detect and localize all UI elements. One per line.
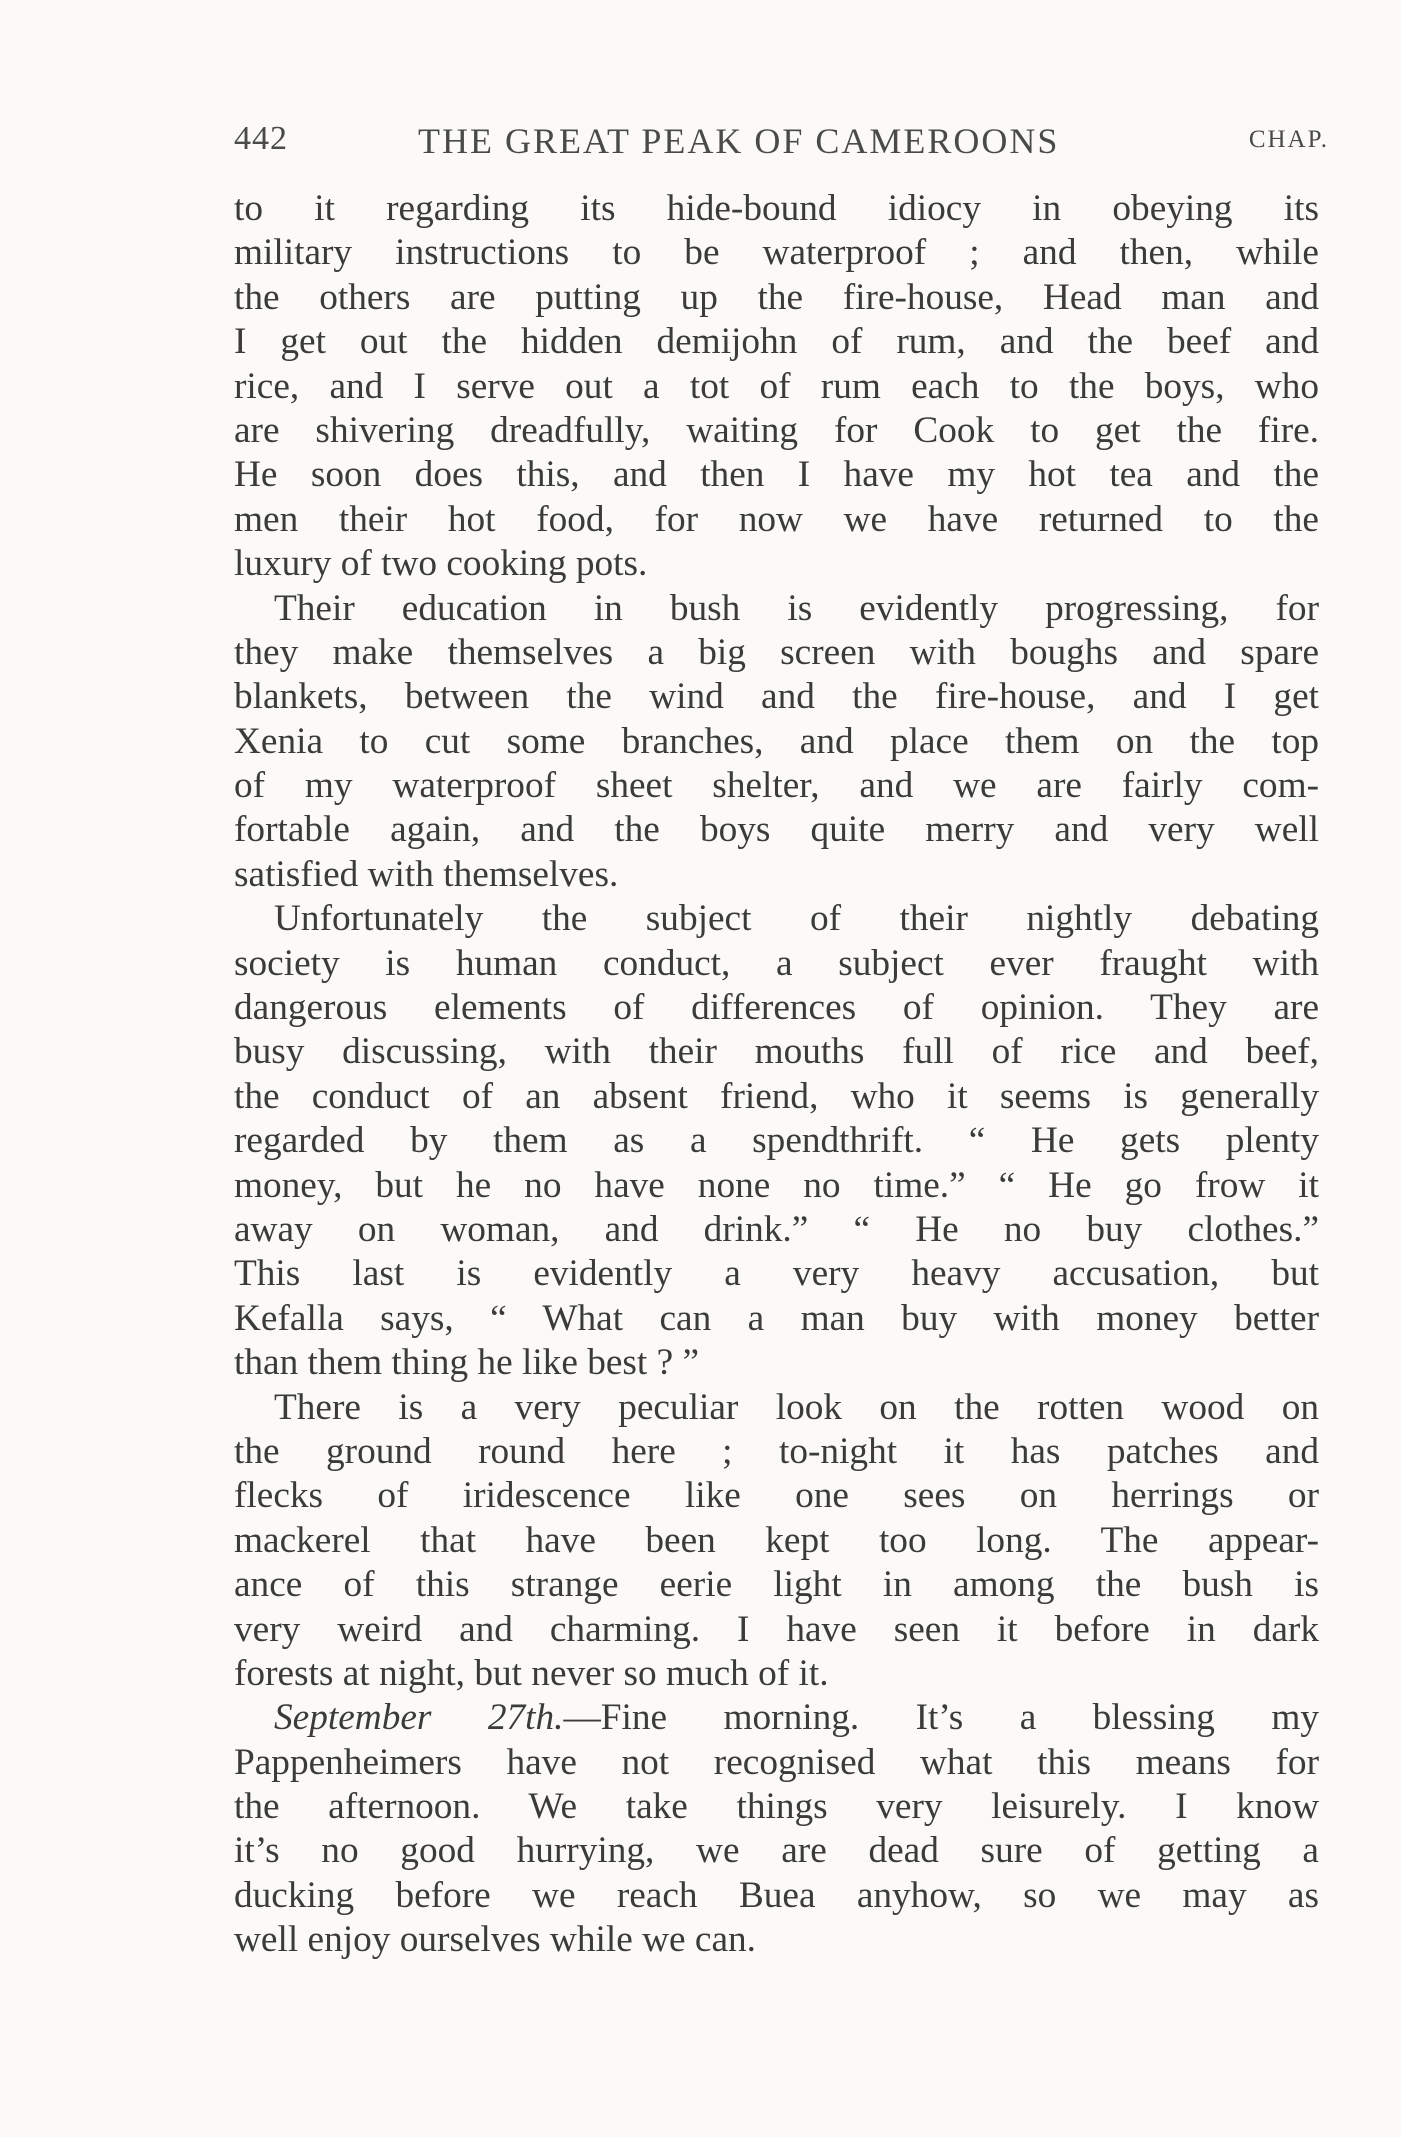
text-line: are shivering dreadfully, waiting for Cook to get the fire.	[234, 409, 1319, 451]
text-line: This last is evidently a very heavy accusation, but	[234, 1253, 1319, 1295]
text-line: of my waterproof sheet shelter, and we are fairly com-	[234, 765, 1319, 807]
text-line: ducking before we reach Buea anyhow, so we may as	[234, 1874, 1319, 1916]
text-line: rice, and I serve out a tot of rum each to the boys, who	[234, 365, 1319, 407]
text-line: luxury of two cooking pots.	[234, 543, 648, 585]
text-line: Pappenheimers have not recognised what this means for	[234, 1741, 1319, 1783]
text-line: forests at night, but never so much of it.	[234, 1652, 829, 1694]
text-line: satisfied with themselves.	[234, 853, 619, 895]
text-line: ance of this strange eerie light in among the bush is	[234, 1564, 1319, 1606]
text-line: fortable again, and the boys quite merry and very well	[234, 809, 1319, 851]
text-line: the others are putting up the fire-house, Head man and	[234, 276, 1319, 318]
text-line: it’s no good hurrying, we are dead sure of getting a	[234, 1830, 1319, 1872]
diary-text: —Fine morning. It’s a blessing my	[563, 1697, 1319, 1739]
text-line: the conduct of an absent friend, who it seems is generally	[234, 1075, 1319, 1117]
text-line: Their education in bush is evidently progressing, for	[274, 587, 1319, 629]
text-line: very weird and charming. I have seen it before in dark	[234, 1608, 1319, 1650]
text-line: He soon does this, and then I have my hot tea and the	[234, 454, 1319, 496]
diary-first-line	[234, 1696, 1319, 1740]
text-line: regarded by them as a spendthrift. “ He gets plenty	[234, 1120, 1319, 1162]
text-line: Kefalla says, “ What can a man buy with money better	[234, 1297, 1319, 1339]
text-line: blankets, between the wind and the fire-house, and I get	[234, 676, 1319, 718]
text-line: busy discussing, with their mouths full of rice and beef,	[234, 1031, 1319, 1073]
text-line: society is human conduct, a subject ever fraught with	[234, 942, 1319, 984]
text-line: I get out the hidden demijohn of rum, and the beef and	[234, 321, 1319, 363]
text-line: men their hot food, for now we have returned to the	[234, 498, 1319, 540]
body-text	[234, 187, 1319, 1963]
text-line: money, but he no have none no time.” “ He go frow it	[234, 1164, 1319, 1206]
text-line: than them thing he like best ? ”	[234, 1342, 700, 1384]
text-line: flecks of iridescence like one sees on herrings or	[234, 1475, 1319, 1517]
text-line: well enjoy ourselves while we can.	[234, 1919, 756, 1961]
text-line: Xenia to cut some branches, and place them on the top	[234, 720, 1319, 762]
text-line: dangerous elements of differences of opinion. They are	[234, 987, 1319, 1029]
page-number: 442	[234, 120, 288, 157]
text-line: Unfortunately the subject of their nightly debating	[274, 898, 1319, 940]
text-line: There is a very peculiar look on the rotten wood on	[274, 1386, 1319, 1428]
text-line: the ground round here ; to-night it has patches and	[234, 1430, 1319, 1472]
page-header	[234, 114, 1329, 164]
text-line: they make themselves a big screen with boughs and spare	[234, 631, 1319, 673]
text-line: to it regarding its hide-bound idiocy in obeying its	[234, 188, 1319, 229]
diary-date: September 27th.	[274, 1697, 564, 1739]
text-line: mackerel that have been kept too long. The appear-	[234, 1519, 1319, 1561]
running-title: THE GREAT PEAK OF CAMEROONS	[418, 121, 1060, 161]
text-line: away on woman, and drink.” “ He no buy clothes.”	[234, 1208, 1319, 1250]
chapter-marker: CHAP.	[1248, 126, 1329, 153]
text-line: the afternoon. We take things very leisurely. I know	[234, 1786, 1319, 1828]
text-line: military instructions to be waterproof ; and then, while	[234, 232, 1319, 274]
